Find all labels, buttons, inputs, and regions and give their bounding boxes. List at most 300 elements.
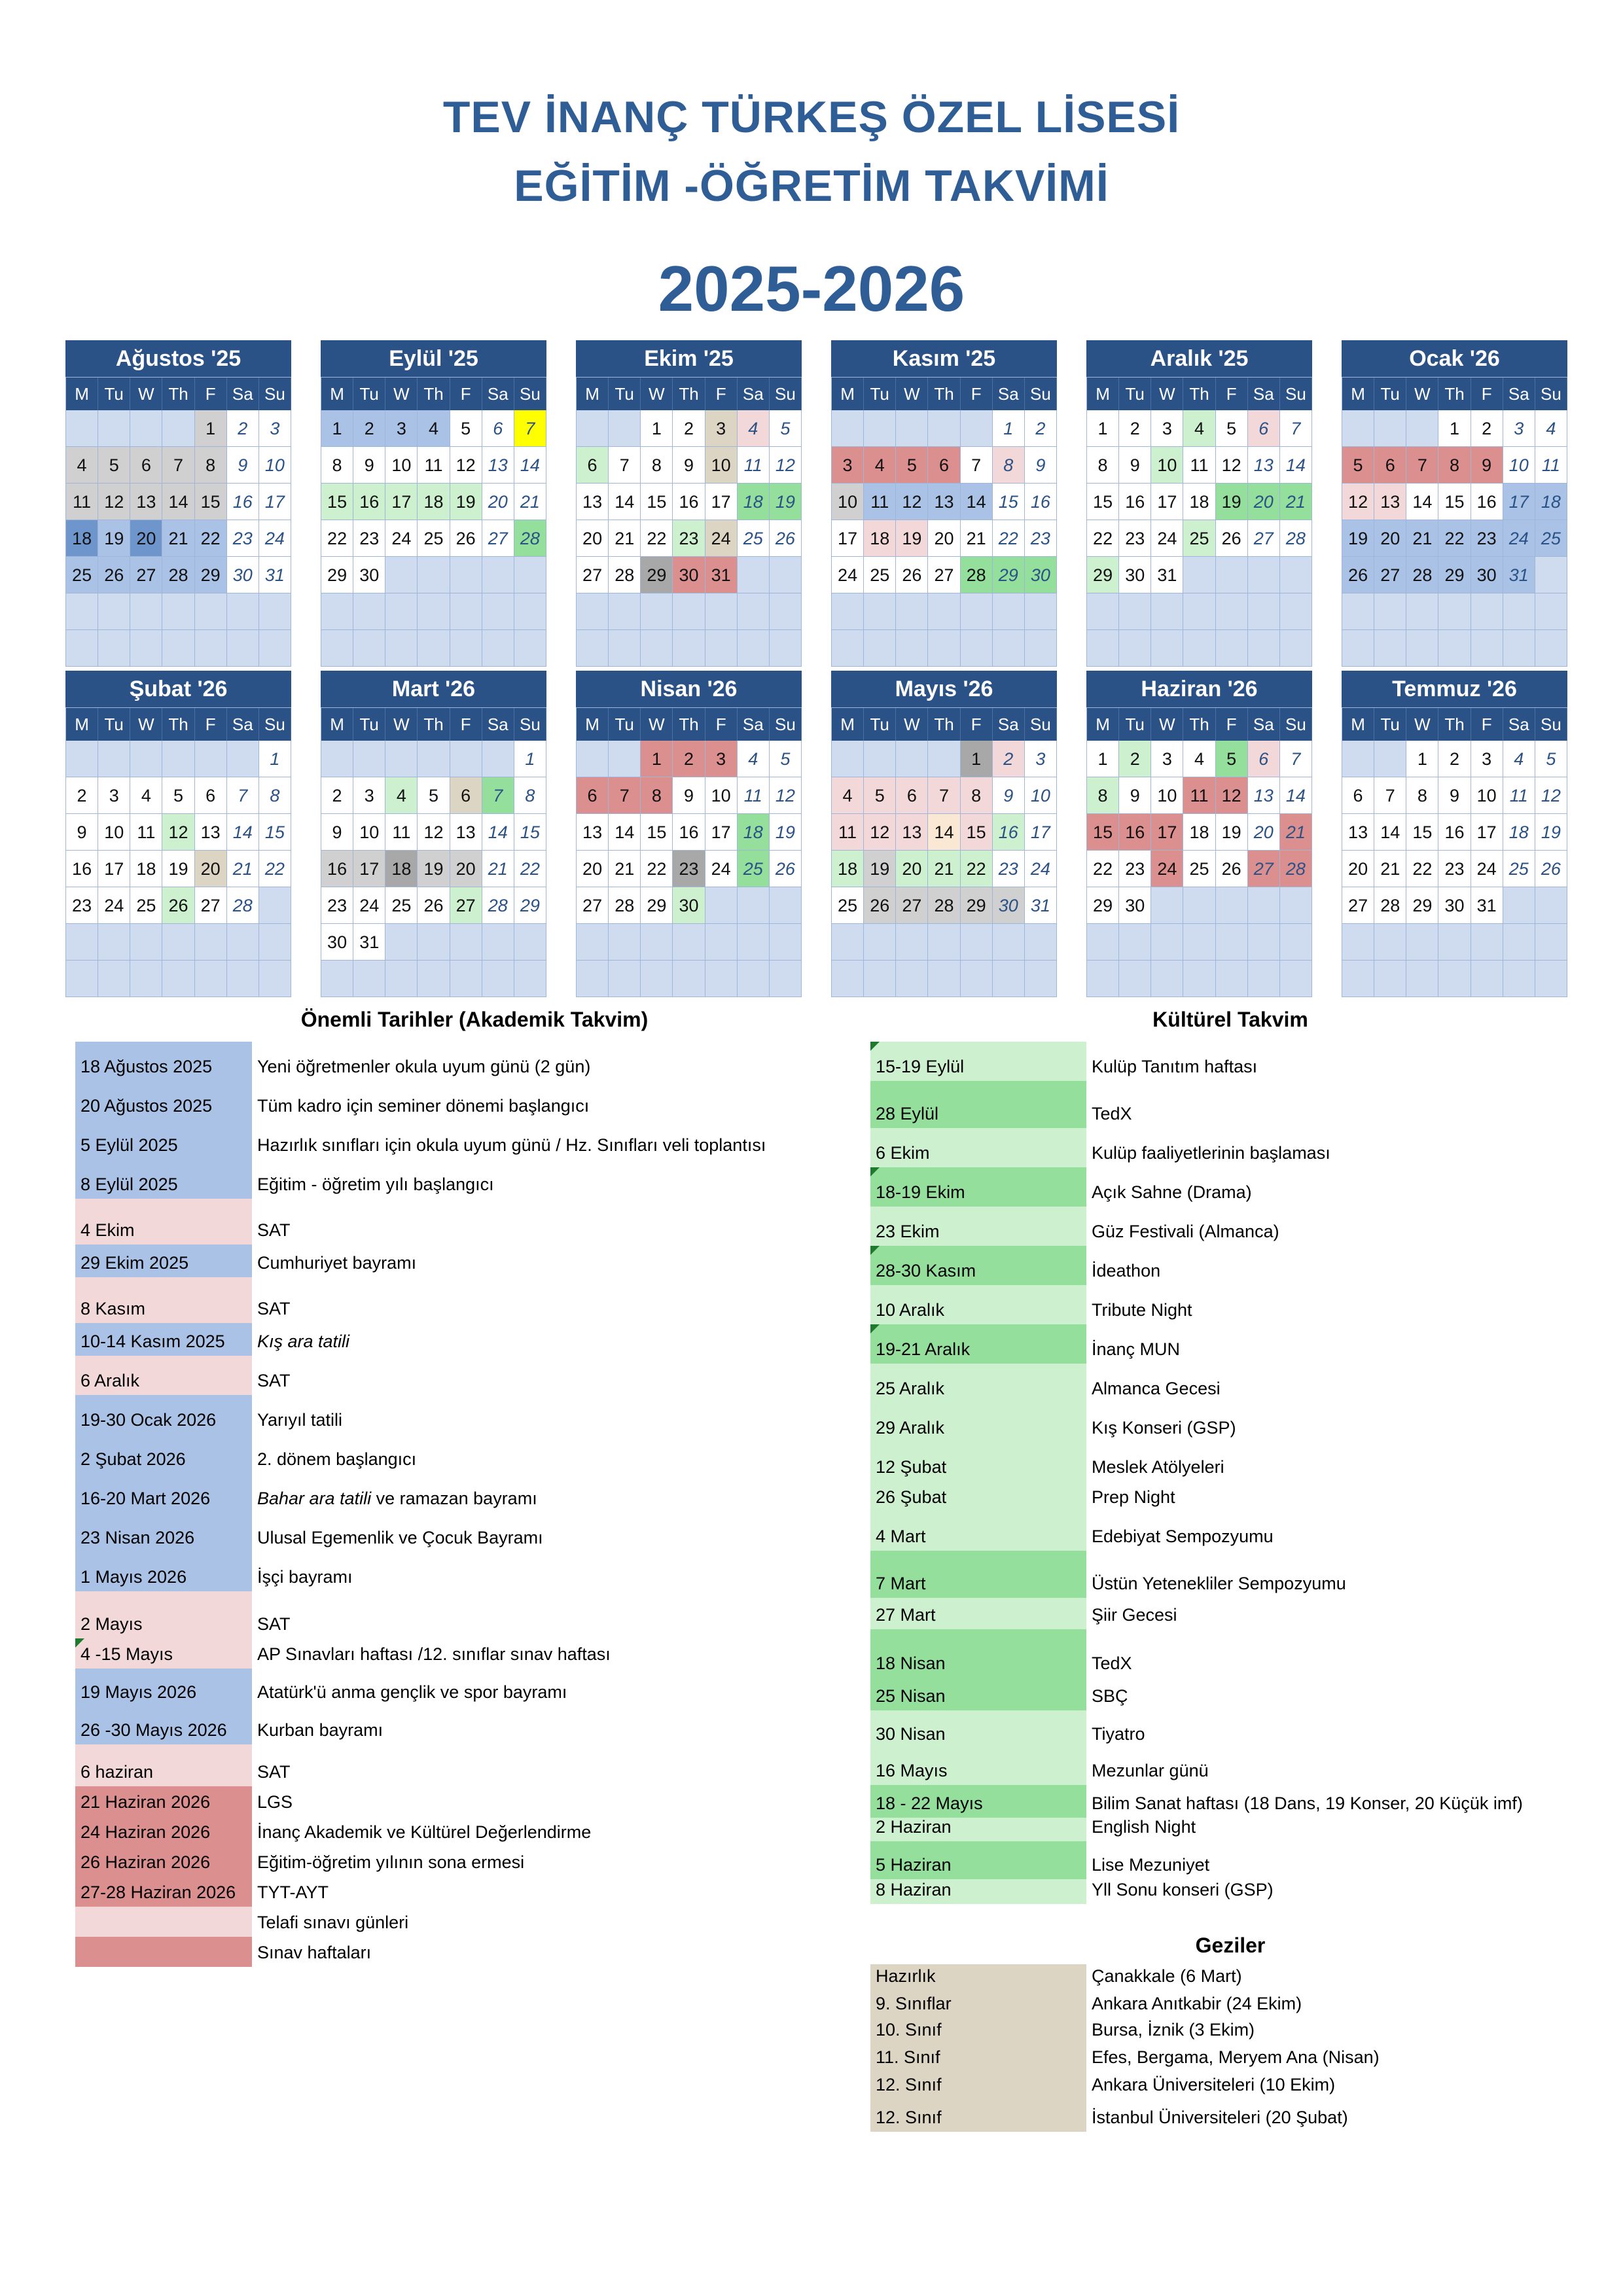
month-title: Temmuz '26 bbox=[1342, 671, 1567, 707]
cultural-list bbox=[870, 1042, 1523, 1904]
day-cell: 3 bbox=[259, 410, 291, 447]
weekday-label: M bbox=[832, 378, 864, 410]
day-cell: 1 bbox=[961, 741, 993, 777]
empty-cell bbox=[738, 593, 770, 630]
cultural-date: 27 Mart bbox=[870, 1598, 1086, 1629]
day-cell: 30 bbox=[673, 887, 705, 924]
day-cell: 1 bbox=[1087, 741, 1119, 777]
day-cell: 21 bbox=[1280, 484, 1312, 520]
month-8 bbox=[576, 671, 802, 997]
empty-cell bbox=[66, 593, 98, 630]
empty-cell bbox=[993, 593, 1025, 630]
empty-cell bbox=[1535, 887, 1567, 924]
empty-cell bbox=[641, 630, 673, 667]
day-cell: 2 bbox=[993, 741, 1025, 777]
academic-row bbox=[75, 1159, 766, 1199]
weekday-label: M bbox=[1342, 708, 1374, 741]
day-cell: 22 bbox=[1406, 851, 1438, 887]
empty-cell bbox=[1374, 961, 1406, 997]
day-cell: 16 bbox=[1119, 484, 1151, 520]
weekday-label: Sa bbox=[1248, 708, 1280, 741]
empty-cell bbox=[770, 961, 802, 997]
empty-cell bbox=[450, 924, 482, 961]
weekday-label: Sa bbox=[738, 378, 770, 410]
day-cell: 16 bbox=[1438, 814, 1471, 851]
day-cell: 28 bbox=[1406, 557, 1438, 593]
day-cell: 22 bbox=[195, 520, 227, 557]
day-cell: 29 bbox=[641, 887, 673, 924]
day-cell: 19 bbox=[1216, 814, 1248, 851]
cultural-text: TedX bbox=[1092, 1104, 1132, 1123]
weekday-label: Sa bbox=[1503, 708, 1535, 741]
day-cell: 14 bbox=[1374, 814, 1406, 851]
academic-date: 21 Haziran 2026 bbox=[75, 1786, 252, 1816]
day-cell: 5 bbox=[1216, 410, 1248, 447]
empty-cell bbox=[577, 924, 609, 961]
day-cell: 16 bbox=[66, 851, 98, 887]
empty-cell bbox=[1342, 630, 1374, 667]
day-cell: 8 bbox=[993, 447, 1025, 484]
empty-cell bbox=[1248, 961, 1280, 997]
weekday-label: Tu bbox=[1374, 378, 1406, 410]
academic-text-value: Yarıyıl tatili bbox=[257, 1410, 343, 1430]
month-grid bbox=[1086, 707, 1312, 997]
empty-cell bbox=[1280, 593, 1312, 630]
empty-cell bbox=[1471, 961, 1503, 997]
empty-cell bbox=[1087, 593, 1119, 630]
weekday-label: F bbox=[1216, 708, 1248, 741]
weekday-label: Tu bbox=[864, 708, 896, 741]
empty-cell bbox=[738, 961, 770, 997]
weekday-label: Tu bbox=[609, 378, 641, 410]
weekday-label: Sa bbox=[482, 708, 514, 741]
academic-text bbox=[252, 1371, 291, 1395]
academic-text-value: SAT bbox=[257, 1762, 291, 1782]
academic-text-value: LGS bbox=[257, 1792, 293, 1812]
empty-cell bbox=[770, 593, 802, 630]
day-cell: 14 bbox=[609, 484, 641, 520]
empty-cell bbox=[1342, 410, 1374, 447]
month-grid bbox=[576, 377, 802, 667]
empty-cell bbox=[1025, 924, 1057, 961]
empty-cell bbox=[1471, 593, 1503, 630]
day-cell: 27 bbox=[928, 557, 960, 593]
empty-cell bbox=[1216, 887, 1248, 924]
weekday-label: W bbox=[1406, 378, 1438, 410]
academic-date: 26 Haziran 2026 bbox=[75, 1846, 252, 1877]
day-cell: 8 bbox=[1438, 447, 1471, 484]
day-cell: 26 bbox=[770, 520, 802, 557]
month-title: Haziran '26 bbox=[1086, 671, 1312, 707]
day-cell: 7 bbox=[514, 410, 546, 447]
day-cell: 28 bbox=[961, 557, 993, 593]
empty-cell bbox=[1248, 924, 1280, 961]
academic-text bbox=[252, 1682, 567, 1706]
month-title: Kasım '25 bbox=[831, 340, 1057, 377]
academic-row bbox=[75, 1638, 766, 1669]
cultural-date: 19-21 Aralık bbox=[870, 1324, 1086, 1364]
trip-grade: 12. Sınıf bbox=[870, 2099, 1086, 2132]
cultural-text: Güz Festivali (Almanca) bbox=[1092, 1222, 1279, 1241]
empty-cell bbox=[195, 961, 227, 997]
empty-cell bbox=[353, 741, 385, 777]
empty-cell bbox=[418, 593, 450, 630]
weekday-label: W bbox=[130, 708, 162, 741]
weekday-label: M bbox=[577, 378, 609, 410]
weekday-label: Su bbox=[1280, 708, 1312, 741]
day-cell: 6 bbox=[1248, 410, 1280, 447]
cultural-text: English Night bbox=[1092, 1817, 1196, 1837]
day-cell: 17 bbox=[1151, 814, 1183, 851]
day-cell: 28 bbox=[609, 887, 641, 924]
empty-cell bbox=[450, 630, 482, 667]
day-cell: 30 bbox=[1119, 887, 1151, 924]
weekday-label: Th bbox=[928, 378, 960, 410]
day-cell: 5 bbox=[864, 777, 896, 814]
day-cell: 30 bbox=[353, 557, 385, 593]
day-cell: 2 bbox=[66, 777, 98, 814]
empty-cell bbox=[1503, 630, 1535, 667]
day-cell: 15 bbox=[1087, 814, 1119, 851]
empty-cell bbox=[770, 557, 802, 593]
empty-cell bbox=[514, 557, 546, 593]
day-cell: 25 bbox=[130, 887, 162, 924]
day-cell: 24 bbox=[1503, 520, 1535, 557]
empty-cell bbox=[1438, 961, 1471, 997]
empty-cell bbox=[1280, 630, 1312, 667]
cultural-row bbox=[870, 1042, 1523, 1081]
month-grid bbox=[1342, 707, 1567, 997]
day-cell: 6 bbox=[130, 447, 162, 484]
weekday-label: Sa bbox=[1503, 378, 1535, 410]
cultural-row bbox=[870, 1785, 1523, 1818]
day-cell: 10 bbox=[1025, 777, 1057, 814]
academic-text-value: Kurban bayramı bbox=[257, 1720, 383, 1740]
trip-row bbox=[870, 2072, 1380, 2099]
day-cell: 20 bbox=[896, 851, 928, 887]
day-cell: 22 bbox=[321, 520, 353, 557]
weekday-label: Tu bbox=[353, 378, 385, 410]
cultural-date: 5 Haziran bbox=[870, 1841, 1086, 1879]
cultural-row bbox=[870, 1167, 1523, 1207]
day-cell: 24 bbox=[1151, 520, 1183, 557]
empty-cell bbox=[1535, 961, 1567, 997]
weekday-label: Sa bbox=[993, 708, 1025, 741]
day-cell: 7 bbox=[1280, 410, 1312, 447]
day-cell: 3 bbox=[1503, 410, 1535, 447]
academic-row bbox=[75, 1474, 766, 1513]
day-cell: 8 bbox=[641, 447, 673, 484]
day-cell: 10 bbox=[1151, 447, 1183, 484]
day-cell: 7 bbox=[928, 777, 960, 814]
empty-cell bbox=[1119, 593, 1151, 630]
day-cell: 13 bbox=[130, 484, 162, 520]
day-cell: 24 bbox=[1151, 851, 1183, 887]
day-cell: 21 bbox=[961, 520, 993, 557]
day-cell: 11 bbox=[1183, 777, 1215, 814]
cultural-row bbox=[870, 1364, 1523, 1403]
day-cell: 4 bbox=[385, 777, 418, 814]
day-cell: 15 bbox=[514, 814, 546, 851]
empty-cell bbox=[864, 593, 896, 630]
academic-date: 19-30 Ocak 2026 bbox=[75, 1395, 252, 1434]
day-cell: 9 bbox=[1119, 447, 1151, 484]
empty-cell bbox=[321, 593, 353, 630]
empty-cell bbox=[514, 924, 546, 961]
empty-cell bbox=[1471, 924, 1503, 961]
day-cell: 7 bbox=[1406, 447, 1438, 484]
day-cell: 8 bbox=[1087, 777, 1119, 814]
day-cell: 15 bbox=[1438, 484, 1471, 520]
day-cell: 30 bbox=[673, 557, 705, 593]
day-cell: 26 bbox=[770, 851, 802, 887]
empty-cell bbox=[98, 741, 130, 777]
empty-cell bbox=[609, 410, 641, 447]
academic-row bbox=[75, 1120, 766, 1159]
empty-cell bbox=[259, 924, 291, 961]
day-cell: 21 bbox=[514, 484, 546, 520]
empty-cell bbox=[1183, 593, 1215, 630]
month-1 bbox=[321, 340, 546, 667]
cultural-row bbox=[870, 1598, 1523, 1629]
weekday-label: Tu bbox=[98, 378, 130, 410]
weekday-label: W bbox=[130, 378, 162, 410]
weekday-label: M bbox=[66, 378, 98, 410]
empty-cell bbox=[738, 924, 770, 961]
day-cell: 23 bbox=[1119, 851, 1151, 887]
day-cell: 28 bbox=[514, 520, 546, 557]
day-cell: 15 bbox=[641, 814, 673, 851]
empty-cell bbox=[227, 593, 259, 630]
empty-cell bbox=[928, 741, 960, 777]
empty-cell bbox=[864, 630, 896, 667]
day-cell: 1 bbox=[259, 741, 291, 777]
day-cell: 17 bbox=[353, 851, 385, 887]
day-cell: 7 bbox=[1280, 741, 1312, 777]
day-cell: 16 bbox=[353, 484, 385, 520]
empty-cell bbox=[1406, 961, 1438, 997]
day-cell: 11 bbox=[864, 484, 896, 520]
day-cell: 25 bbox=[1503, 851, 1535, 887]
weekday-label: Su bbox=[770, 378, 802, 410]
academic-text-value: Kış ara tatili bbox=[257, 1332, 350, 1351]
day-cell: 25 bbox=[1183, 851, 1215, 887]
day-cell: 20 bbox=[577, 520, 609, 557]
day-cell: 18 bbox=[1503, 814, 1535, 851]
day-cell: 12 bbox=[162, 814, 194, 851]
empty-cell bbox=[321, 961, 353, 997]
day-cell: 6 bbox=[1342, 777, 1374, 814]
empty-cell bbox=[482, 593, 514, 630]
academic-text-value: Eğitim - öğretim yılı başlangıcı bbox=[257, 1174, 494, 1194]
weekday-label: Sa bbox=[227, 378, 259, 410]
day-cell: 3 bbox=[1151, 741, 1183, 777]
month-title: Mayıs '26 bbox=[831, 671, 1057, 707]
day-cell: 10 bbox=[1151, 777, 1183, 814]
month-grid bbox=[831, 707, 1057, 997]
empty-cell bbox=[195, 593, 227, 630]
day-cell: 4 bbox=[1183, 410, 1215, 447]
day-cell: 22 bbox=[993, 520, 1025, 557]
day-cell: 1 bbox=[1087, 410, 1119, 447]
academic-date: 8 Kasım bbox=[75, 1277, 252, 1323]
academic-text-value: Yeni öğretmenler okula uyum günü (2 gün) bbox=[257, 1057, 591, 1076]
weekday-label: M bbox=[1087, 708, 1119, 741]
academic-text bbox=[252, 1489, 537, 1513]
day-cell: 31 bbox=[1503, 557, 1535, 593]
academic-date: 10-14 Kasım 2025 bbox=[75, 1323, 252, 1356]
day-cell: 13 bbox=[928, 484, 960, 520]
cultural-text: Mezunlar günü bbox=[1092, 1761, 1209, 1780]
academic-text bbox=[252, 1720, 383, 1744]
empty-cell bbox=[641, 961, 673, 997]
empty-cell bbox=[227, 924, 259, 961]
day-cell: 22 bbox=[961, 851, 993, 887]
cultural-date: 12 Şubat bbox=[870, 1442, 1086, 1481]
academic-text bbox=[252, 1792, 293, 1816]
empty-cell bbox=[418, 557, 450, 593]
day-cell: 24 bbox=[705, 851, 738, 887]
academic-row bbox=[75, 1323, 766, 1356]
day-cell: 9 bbox=[321, 814, 353, 851]
day-cell: 11 bbox=[66, 484, 98, 520]
day-cell: 9 bbox=[993, 777, 1025, 814]
weekday-label: Th bbox=[673, 708, 705, 741]
day-cell: 23 bbox=[1025, 520, 1057, 557]
month-11 bbox=[1342, 671, 1567, 997]
empty-cell bbox=[1471, 630, 1503, 667]
day-cell: 28 bbox=[482, 887, 514, 924]
academic-row bbox=[75, 1434, 766, 1474]
day-cell: 2 bbox=[1119, 741, 1151, 777]
day-cell: 9 bbox=[1471, 447, 1503, 484]
trip-row bbox=[870, 2099, 1380, 2132]
empty-cell bbox=[418, 961, 450, 997]
empty-cell bbox=[641, 924, 673, 961]
empty-cell bbox=[864, 961, 896, 997]
day-cell: 21 bbox=[1374, 851, 1406, 887]
day-cell: 23 bbox=[673, 851, 705, 887]
weekday-label: F bbox=[195, 708, 227, 741]
day-cell: 22 bbox=[1087, 851, 1119, 887]
cultural-text: Kulüp Tanıtım haftası bbox=[1092, 1057, 1258, 1076]
trip-grade: 10. Sınıf bbox=[870, 2018, 1086, 2044]
academic-text-value: TYT-AYT bbox=[257, 1882, 329, 1902]
academic-row bbox=[75, 1245, 766, 1277]
empty-cell bbox=[770, 924, 802, 961]
weekday-label: F bbox=[1471, 378, 1503, 410]
cultural-date: 30 Nisan bbox=[870, 1710, 1086, 1748]
day-cell: 27 bbox=[130, 557, 162, 593]
empty-cell bbox=[896, 961, 928, 997]
day-cell: 12 bbox=[1216, 777, 1248, 814]
cultural-text: Tribute Night bbox=[1092, 1300, 1192, 1320]
cultural-date: 16 Mayıs bbox=[870, 1748, 1086, 1785]
day-cell: 27 bbox=[577, 887, 609, 924]
day-cell: 30 bbox=[1119, 557, 1151, 593]
empty-cell bbox=[1216, 557, 1248, 593]
academic-date: 6 Aralık bbox=[75, 1356, 252, 1395]
day-cell: 28 bbox=[1374, 887, 1406, 924]
day-cell: 30 bbox=[1471, 557, 1503, 593]
empty-cell bbox=[353, 961, 385, 997]
empty-cell bbox=[98, 924, 130, 961]
cultural-row bbox=[870, 1207, 1523, 1246]
weekday-label: Su bbox=[259, 708, 291, 741]
day-cell: 31 bbox=[259, 557, 291, 593]
academic-text bbox=[252, 1299, 291, 1323]
empty-cell bbox=[738, 557, 770, 593]
empty-cell bbox=[1406, 410, 1438, 447]
day-cell: 28 bbox=[1280, 520, 1312, 557]
empty-cell bbox=[195, 630, 227, 667]
day-cell: 2 bbox=[1471, 410, 1503, 447]
empty-cell bbox=[321, 741, 353, 777]
trips-list bbox=[870, 1964, 1380, 2132]
day-cell: 26 bbox=[864, 887, 896, 924]
day-cell: 22 bbox=[641, 520, 673, 557]
day-cell: 5 bbox=[1216, 741, 1248, 777]
empty-cell bbox=[162, 961, 194, 997]
empty-cell bbox=[1503, 924, 1535, 961]
day-cell: 15 bbox=[993, 484, 1025, 520]
day-cell: 23 bbox=[353, 520, 385, 557]
day-cell: 9 bbox=[1119, 777, 1151, 814]
empty-cell bbox=[673, 593, 705, 630]
weekday-label: F bbox=[961, 378, 993, 410]
day-cell: 23 bbox=[1119, 520, 1151, 557]
day-cell: 17 bbox=[705, 814, 738, 851]
day-cell: 20 bbox=[482, 484, 514, 520]
day-cell: 4 bbox=[66, 447, 98, 484]
day-cell: 25 bbox=[66, 557, 98, 593]
trip-row bbox=[870, 2018, 1380, 2044]
day-cell: 1 bbox=[195, 410, 227, 447]
day-cell: 24 bbox=[353, 887, 385, 924]
weekday-label: W bbox=[385, 378, 418, 410]
cultural-row bbox=[870, 1748, 1523, 1785]
academic-date: 1 Mayıs 2026 bbox=[75, 1552, 252, 1591]
empty-cell bbox=[896, 630, 928, 667]
month-title: Ağustos '25 bbox=[65, 340, 291, 377]
day-cell: 12 bbox=[770, 777, 802, 814]
academic-text bbox=[252, 1057, 590, 1081]
academic-date bbox=[75, 1937, 252, 1967]
empty-cell bbox=[832, 410, 864, 447]
empty-cell bbox=[1438, 593, 1471, 630]
cultural-date: 8 Haziran bbox=[870, 1879, 1086, 1904]
empty-cell bbox=[1280, 887, 1312, 924]
month-grid bbox=[321, 377, 546, 667]
weekday-label: W bbox=[1151, 378, 1183, 410]
empty-cell bbox=[130, 410, 162, 447]
day-cell: 12 bbox=[418, 814, 450, 851]
empty-cell bbox=[1151, 887, 1183, 924]
weekday-label: M bbox=[1087, 378, 1119, 410]
month-5 bbox=[1342, 340, 1567, 667]
academic-text bbox=[252, 1253, 416, 1277]
empty-cell bbox=[130, 741, 162, 777]
day-cell: 19 bbox=[864, 851, 896, 887]
trip-grade: 12. Sınıf bbox=[870, 2072, 1086, 2099]
day-cell: 16 bbox=[1119, 814, 1151, 851]
day-cell: 11 bbox=[1503, 777, 1535, 814]
day-cell: 18 bbox=[1183, 814, 1215, 851]
weekday-label: Tu bbox=[1119, 708, 1151, 741]
academic-row bbox=[75, 1356, 766, 1395]
calendar-title: EĞİTİM -ÖĞRETİM TAKVİMİ bbox=[514, 161, 1109, 211]
empty-cell bbox=[385, 741, 418, 777]
